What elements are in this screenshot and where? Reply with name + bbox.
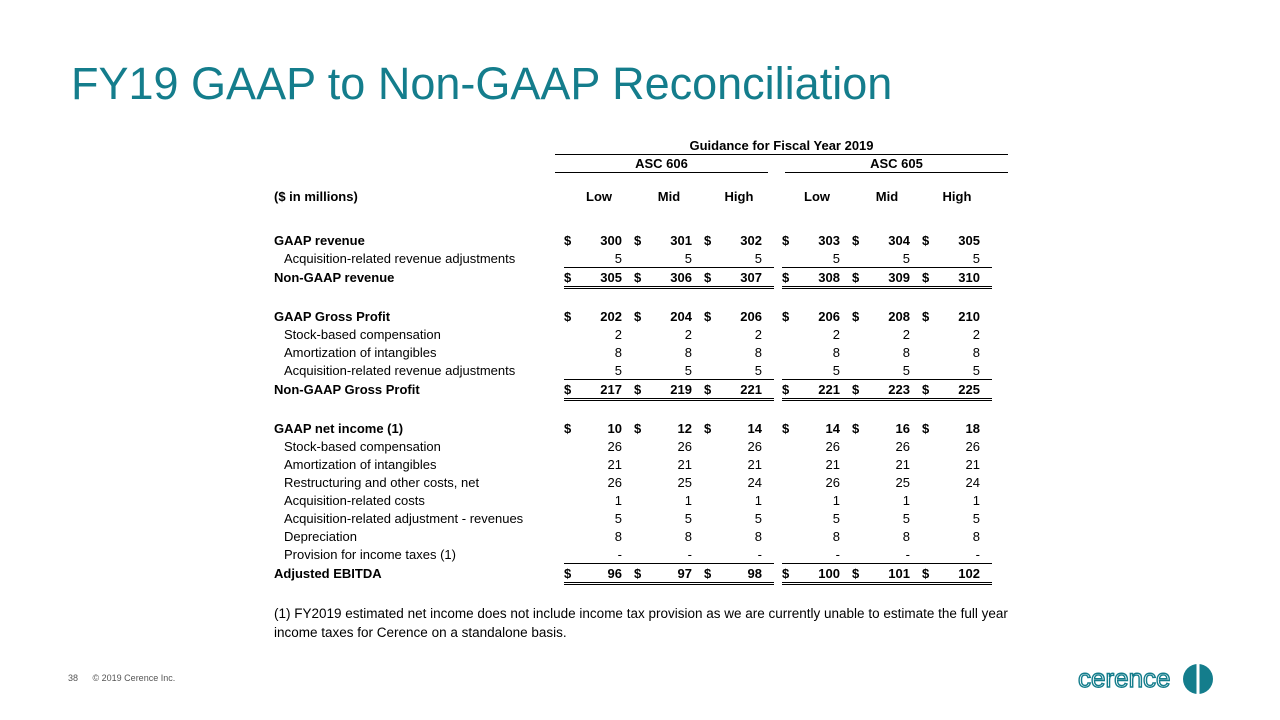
currency-symbol [704,509,716,527]
value-cell: 21 [747,456,762,472]
value-cell: 8 [684,528,692,544]
value-cell: 25 [677,474,692,490]
value-cell: 8 [614,528,622,544]
currency-symbol [922,361,934,380]
table-row [274,437,992,455]
currency-symbol [634,509,646,527]
currency-symbol: $ [564,232,572,248]
value-cell: 208 [888,308,910,324]
currency-symbol: $ [704,232,712,248]
currency-symbol [704,249,716,268]
currency-symbol [922,325,934,343]
currency-symbol: $ [852,308,860,324]
currency-symbol [704,361,716,380]
currency-symbol: $ [852,420,860,436]
value-cell: 8 [684,344,692,360]
value-cell: 1 [902,492,910,508]
value-cell: 5 [902,250,910,266]
row-label: Acquisition-related revenue adjustments [284,250,516,266]
value-cell: 306 [646,268,704,288]
slide-title: FY19 GAAP to Non-GAAP Reconciliation [71,58,893,109]
currency-symbol [564,527,576,545]
currency-symbol [704,437,716,455]
value-cell: 300 [600,232,622,248]
currency-symbol: $ [634,268,646,288]
value-cell: 2 [614,326,622,342]
currency-symbol: $ [704,564,716,584]
currency-symbol [564,361,576,380]
value-cell: 5 [614,250,622,266]
currency-symbol [922,473,934,491]
value-cell: 16 [895,420,910,436]
reconciliation-table [274,186,992,585]
value-cell: 309 [864,268,922,288]
currency-symbol [704,343,716,361]
currency-symbol [782,491,794,509]
currency-symbol: $ [564,380,576,400]
currency-symbol: $ [922,308,930,324]
row-label: Stock-based compensation [284,438,441,454]
guidance-underline [555,154,1008,155]
value-cell: 5 [754,510,762,526]
cerence-logo-mark-icon [1183,663,1213,695]
currency-symbol [852,361,864,380]
value-cell: - [617,546,622,562]
currency-symbol [704,527,716,545]
currency-symbol: $ [852,232,860,248]
value-cell: 307 [716,268,774,288]
value-cell: 2 [684,326,692,342]
row-label: Amortization of intangibles [284,456,437,472]
value-cell: 2 [832,326,840,342]
currency-symbol [922,249,934,268]
row-label: Stock-based compensation [284,326,441,342]
value-cell: 26 [607,474,622,490]
value-cell: 2 [972,326,980,342]
row-label: Acquisition-related adjustment - revenues [284,510,524,526]
currency-symbol [564,325,576,343]
row-label: Acquisition-related revenue adjustments [284,362,516,378]
currency-symbol: $ [782,564,794,584]
value-cell: 100 [794,564,852,584]
currency-symbol [634,455,646,473]
currency-symbol: $ [564,420,572,436]
currency-symbol [564,249,576,268]
value-cell: 310 [934,268,992,288]
table-row [274,307,992,325]
table-row [274,249,992,268]
table-row [274,455,992,473]
value-cell: - [757,546,762,562]
value-cell: 26 [747,438,762,454]
value-cell: 2 [902,326,910,342]
currency-symbol: $ [564,268,576,288]
col-header: Low [804,188,830,204]
value-cell: 26 [677,438,692,454]
currency-symbol [922,455,934,473]
value-cell: 5 [614,362,622,378]
currency-symbol [922,545,934,564]
value-cell: 5 [684,362,692,378]
currency-symbol [852,343,864,361]
table-row [274,473,992,491]
currency-symbol [852,473,864,491]
value-cell: 24 [965,474,980,490]
value-cell: 5 [684,250,692,266]
currency-symbol: $ [704,420,712,436]
row-label: Depreciation [284,528,357,544]
currency-symbol [634,545,646,564]
value-cell: 24 [747,474,762,490]
table-row [274,545,992,564]
value-cell: 5 [972,510,980,526]
table-row [274,509,992,527]
currency-symbol: $ [922,232,930,248]
group-header-asc605: ASC 605 [870,156,923,171]
value-cell: 5 [832,250,840,266]
value-cell: 21 [895,456,910,472]
copyright: © 2019 Cerence Inc. [92,673,176,683]
table-row [274,268,992,288]
value-cell: 301 [670,232,692,248]
page-number: 38 [68,673,79,683]
group-underline-asc606 [555,172,768,173]
value-cell: 1 [972,492,980,508]
currency-symbol [852,527,864,545]
currency-symbol: $ [922,380,934,400]
slide-footer [68,673,187,683]
table-row [274,419,992,437]
currency-symbol: $ [704,268,716,288]
value-cell: 206 [740,308,762,324]
currency-symbol: $ [634,420,642,436]
value-cell: 8 [902,344,910,360]
currency-symbol [564,491,576,509]
value-cell: 210 [958,308,980,324]
value-cell: 303 [818,232,840,248]
value-cell: 5 [754,362,762,378]
currency-symbol: $ [634,232,642,248]
currency-symbol [852,545,864,564]
currency-symbol [922,491,934,509]
currency-symbol: $ [782,308,790,324]
value-cell: 219 [646,380,704,400]
value-cell: 204 [670,308,692,324]
col-header: Mid [875,188,899,204]
value-cell: 5 [832,510,840,526]
currency-symbol: $ [782,380,794,400]
currency-symbol [782,325,794,343]
row-label: Provision for income taxes (1) [284,546,456,562]
value-cell: - [905,546,910,562]
currency-symbol [852,455,864,473]
currency-symbol [852,437,864,455]
currency-symbol [634,527,646,545]
currency-symbol: $ [564,308,572,324]
value-cell: 21 [607,456,622,472]
col-header: Low [586,188,612,204]
value-cell: - [687,546,692,562]
value-cell: 1 [684,492,692,508]
currency-symbol: $ [634,564,646,584]
value-cell: 8 [972,528,980,544]
cerence-logo [1078,660,1218,698]
value-cell: 304 [888,232,910,248]
currency-symbol: $ [782,268,794,288]
value-cell: 2 [754,326,762,342]
value-cell: 302 [740,232,762,248]
value-cell: 5 [614,510,622,526]
value-cell: 221 [716,380,774,400]
currency-symbol [704,455,716,473]
currency-symbol [852,491,864,509]
value-cell: - [975,546,980,562]
table-row [274,380,992,400]
value-cell: 14 [747,420,762,436]
value-cell: 26 [965,438,980,454]
currency-symbol [852,249,864,268]
currency-symbol [782,527,794,545]
table-row [274,361,992,380]
currency-symbol [564,437,576,455]
value-cell: 25 [895,474,910,490]
value-cell: 5 [832,362,840,378]
currency-symbol: $ [922,564,934,584]
currency-symbol [564,343,576,361]
currency-symbol [634,437,646,455]
row-label: Non-GAAP Gross Profit [274,382,420,397]
currency-symbol [704,325,716,343]
value-cell: 223 [864,380,922,400]
table-row [274,231,992,249]
currency-symbol [704,491,716,509]
value-cell: 1 [832,492,840,508]
value-cell: 101 [864,564,922,584]
currency-symbol: $ [634,380,646,400]
row-label: Acquisition-related costs [284,492,425,508]
value-cell: 21 [825,456,840,472]
row-label: Amortization of intangibles [284,344,437,360]
footnote: (1) FY2019 estimated net income does not include income tax provision as we are currently unable to estimate the full year income taxes for Cerence on a standalone basis. [274,606,1008,640]
table-row [274,491,992,509]
row-label: Restructuring and other costs, net [284,474,480,490]
table-row [274,343,992,361]
currency-symbol [782,545,794,564]
value-cell: 21 [965,456,980,472]
logo-wordmark: cerence [1078,663,1171,693]
currency-symbol: $ [852,564,864,584]
group-header-asc606: ASC 606 [635,156,688,171]
currency-symbol: $ [852,380,864,400]
currency-symbol [922,343,934,361]
value-cell: 26 [895,438,910,454]
spacer-row [274,400,992,420]
value-cell: 10 [607,420,622,436]
currency-symbol [782,455,794,473]
value-cell: 202 [600,308,622,324]
currency-symbol [564,509,576,527]
value-cell: 96 [576,564,634,584]
currency-symbol [704,545,716,564]
col-header: High [724,188,754,204]
value-cell: 8 [754,344,762,360]
value-cell: 8 [754,528,762,544]
currency-symbol [782,343,794,361]
value-cell: 5 [684,510,692,526]
row-label: GAAP Gross Profit [274,308,391,324]
group-underline-asc605 [785,172,1008,173]
value-cell: 8 [902,528,910,544]
value-cell: 5 [902,510,910,526]
value-cell: 21 [677,456,692,472]
value-cell: 102 [934,564,992,584]
currency-symbol [782,249,794,268]
currency-symbol [922,509,934,527]
currency-symbol [564,545,576,564]
currency-symbol: $ [852,268,864,288]
currency-symbol: $ [782,232,790,248]
currency-symbol [852,325,864,343]
currency-symbol [564,473,576,491]
currency-symbol: $ [704,380,716,400]
spacer-row [274,288,992,308]
currency-symbol [564,455,576,473]
table-row [274,564,992,584]
value-cell: 14 [825,420,840,436]
value-cell: 308 [794,268,852,288]
value-cell: 98 [716,564,774,584]
currency-symbol [634,361,646,380]
value-cell: 26 [825,474,840,490]
value-cell: - [835,546,840,562]
currency-symbol [852,509,864,527]
value-cell: 5 [972,250,980,266]
table-row [274,325,992,343]
row-label: Non-GAAP revenue [274,270,395,285]
currency-symbol [704,473,716,491]
units-label: ($ in millions) [274,188,358,204]
value-cell: 217 [576,380,634,400]
col-header: Mid [657,188,681,204]
guidance-header: Guidance for Fiscal Year 2019 [689,138,874,153]
currency-symbol [782,473,794,491]
value-cell: 1 [754,492,762,508]
currency-symbol [922,527,934,545]
value-cell: 12 [677,420,692,436]
currency-symbol [634,343,646,361]
currency-symbol: $ [922,268,934,288]
currency-symbol [634,491,646,509]
row-label: GAAP net income (1) [274,420,404,436]
currency-symbol [634,473,646,491]
value-cell: 1 [614,492,622,508]
value-cell: 8 [832,528,840,544]
value-cell: 206 [818,308,840,324]
currency-symbol: $ [922,420,930,436]
value-cell: 26 [825,438,840,454]
value-cell: 8 [972,344,980,360]
col-header: High [942,188,972,204]
currency-symbol [782,361,794,380]
currency-symbol [634,325,646,343]
value-cell: 5 [972,362,980,378]
column-header-row [274,186,992,206]
table-row [274,527,992,545]
value-cell: 5 [754,250,762,266]
value-cell: 18 [965,420,980,436]
row-label: Adjusted EBITDA [274,566,382,581]
value-cell: 5 [902,362,910,378]
value-cell: 8 [614,344,622,360]
currency-symbol [782,509,794,527]
value-cell: 97 [646,564,704,584]
currency-symbol [922,437,934,455]
value-cell: 26 [607,438,622,454]
value-cell: 225 [934,380,992,400]
currency-symbol [782,437,794,455]
currency-symbol: $ [634,308,642,324]
value-cell: 8 [832,344,840,360]
row-label: GAAP revenue [274,232,365,248]
value-cell: 305 [576,268,634,288]
currency-symbol: $ [704,308,712,324]
currency-symbol: $ [564,564,576,584]
currency-symbol: $ [782,420,790,436]
value-cell: 221 [794,380,852,400]
value-cell: 305 [958,232,980,248]
currency-symbol [634,249,646,268]
